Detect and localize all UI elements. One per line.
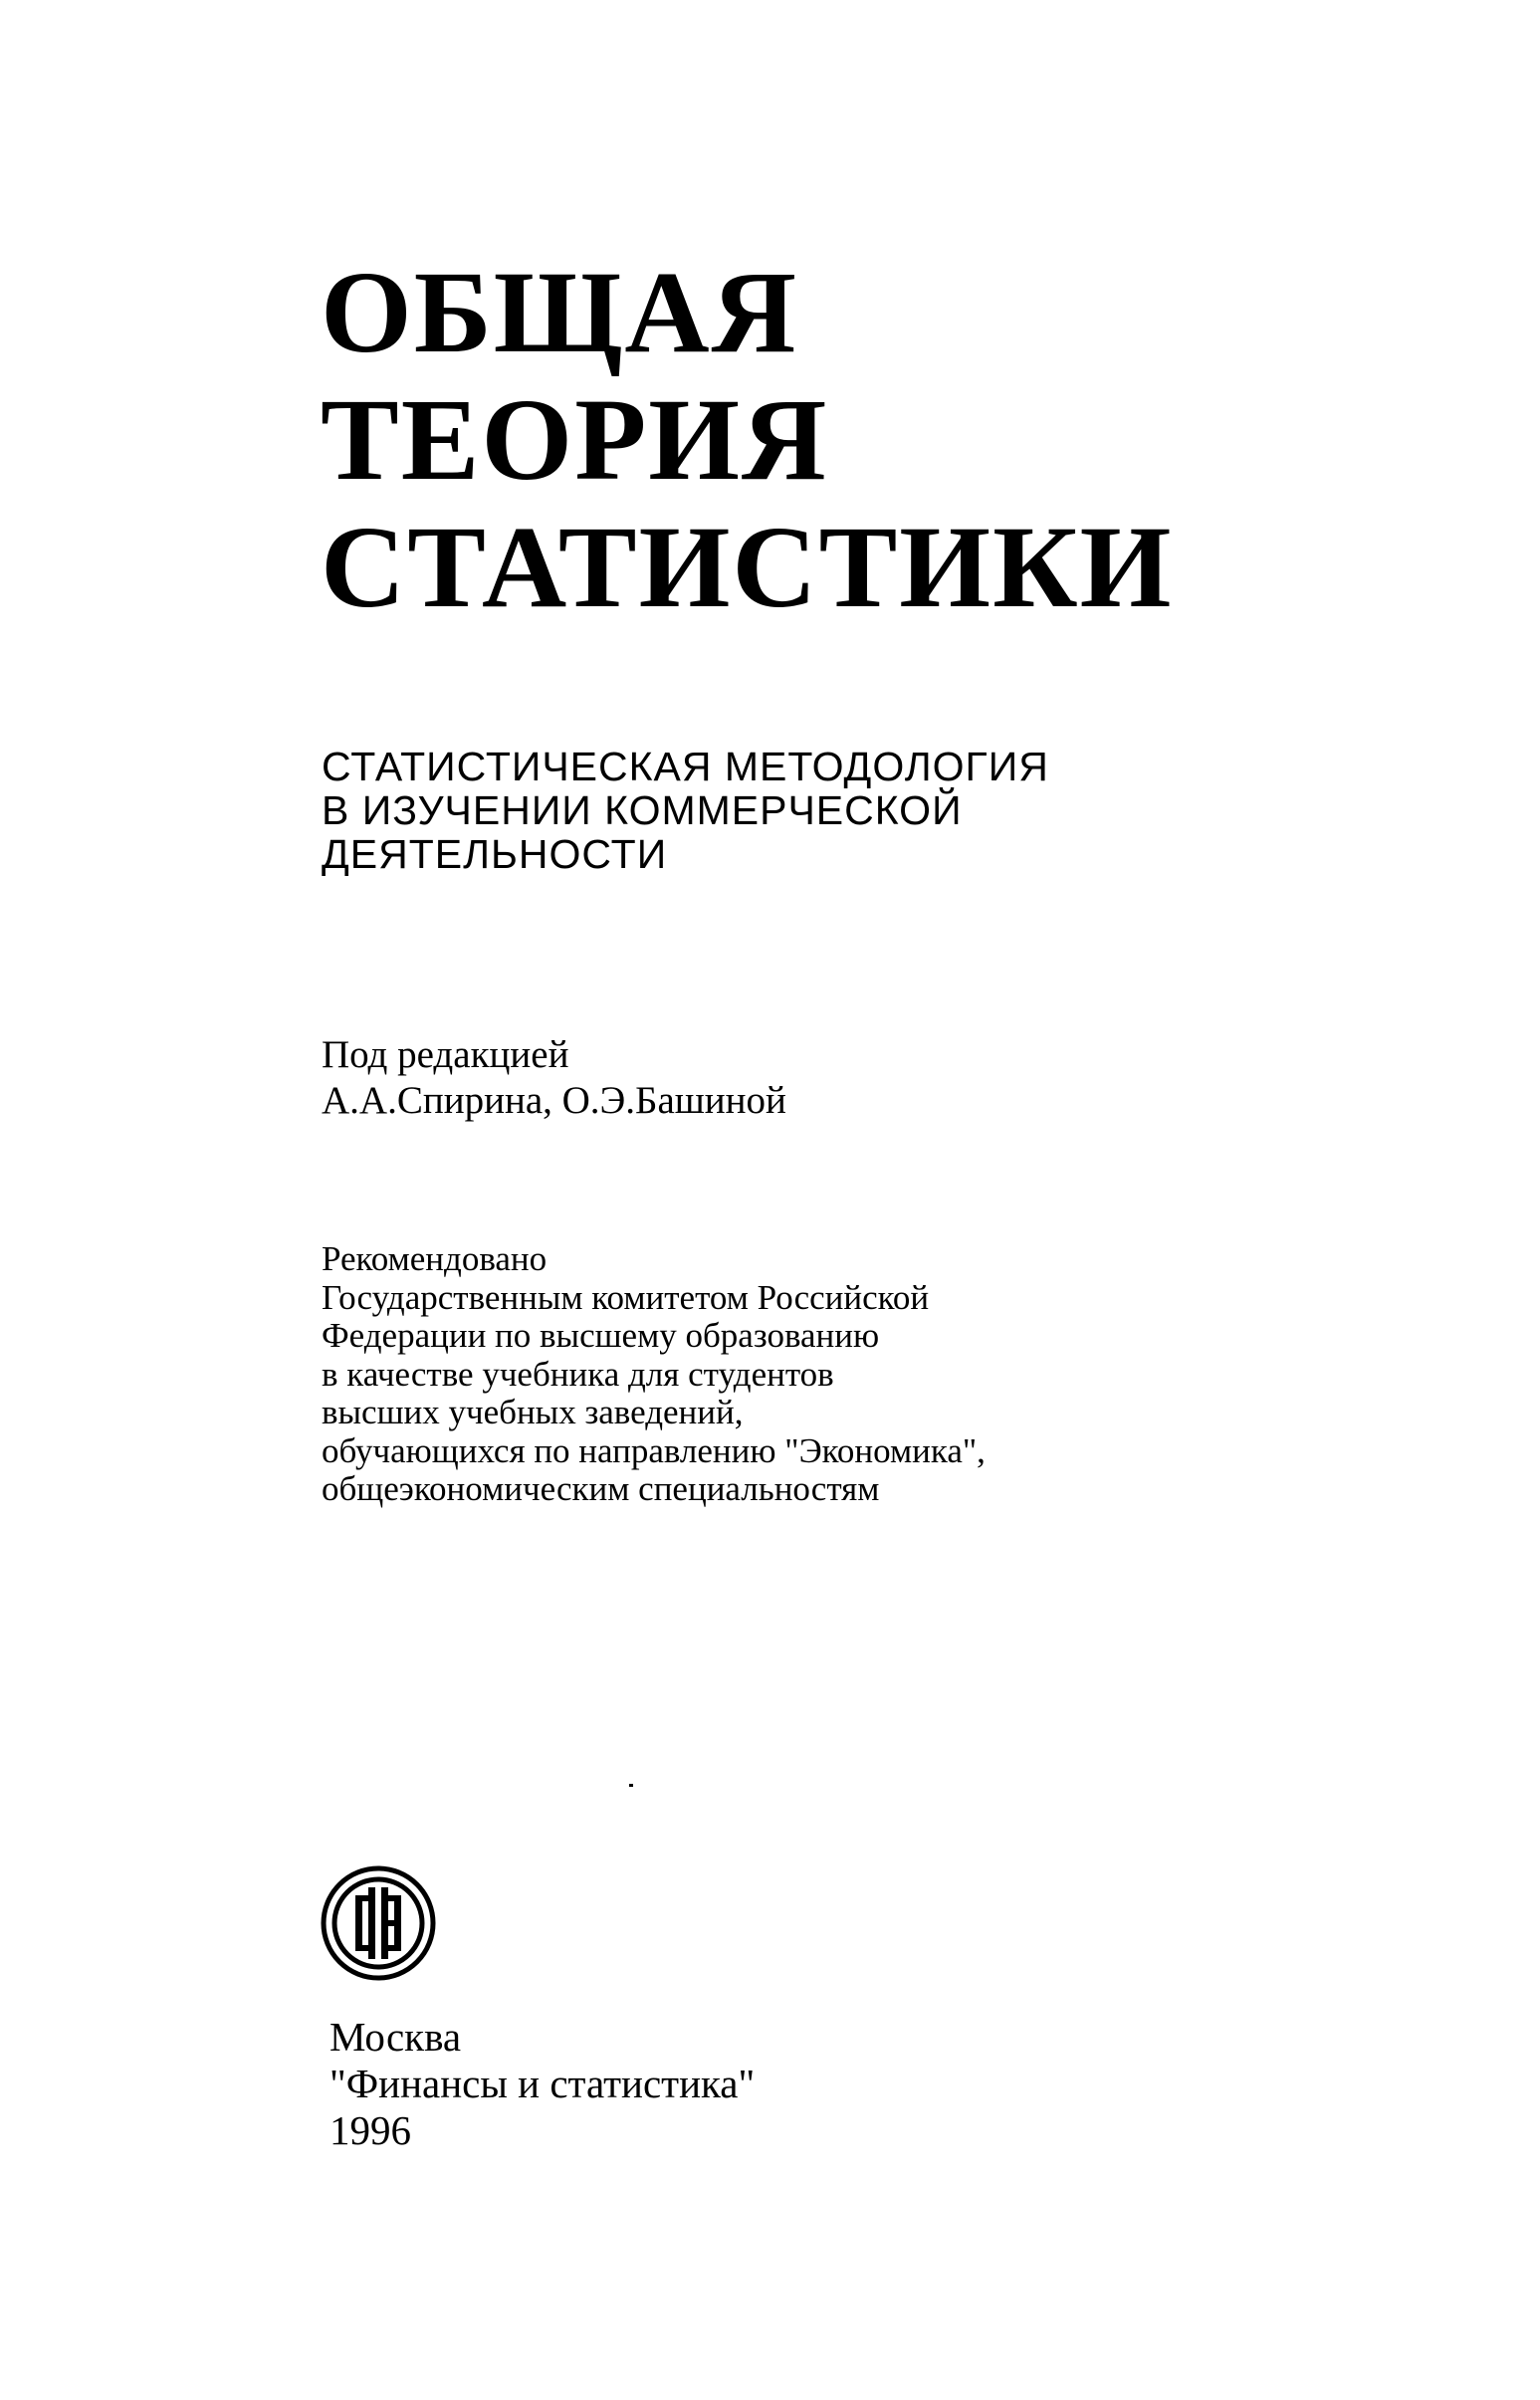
subtitle-line-1: СТАТИСТИЧЕСКАЯ МЕТОДОЛОГИЯ bbox=[322, 744, 1049, 789]
recommendation-line-3: Федерации по высшему образованию bbox=[322, 1316, 880, 1355]
recommendation-line-6: обучающихся по направлению "Экономика", bbox=[322, 1430, 986, 1470]
title-line-2: ТЕОРИЯ bbox=[321, 374, 829, 505]
imprint bbox=[330, 2014, 755, 2154]
recommendation-text bbox=[322, 1240, 986, 1509]
publisher-logo-icon bbox=[319, 1863, 438, 1983]
recommendation-line-5: высших учебных заведений, bbox=[322, 1393, 744, 1431]
editors-names: А.А.Спирина, О.Э.Башиной bbox=[322, 1079, 786, 1122]
book-subtitle bbox=[322, 745, 1049, 876]
subtitle-line-3: ДЕЯТЕЛЬНОСТИ bbox=[322, 831, 668, 877]
recommendation-line-4: в качестве учебника для студентов bbox=[322, 1354, 834, 1394]
title-line-3: СТАТИСТИКИ bbox=[321, 502, 1174, 632]
recommendation-line-2: Государственным комитетом Российской bbox=[322, 1277, 930, 1317]
subtitle-line-2: В ИЗУЧЕНИИ КОММЕРЧЕСКОЙ bbox=[322, 787, 963, 833]
book-title bbox=[321, 249, 1173, 631]
imprint-city: Москва bbox=[330, 2014, 462, 2060]
imprint-publisher: "Финансы и статистика" bbox=[330, 2061, 756, 2106]
imprint-year: 1996 bbox=[330, 2107, 411, 2153]
editors bbox=[322, 1032, 786, 1124]
recommendation-line-7: общеэкономическим специальностям bbox=[322, 1469, 880, 1508]
title-line-1: ОБЩАЯ bbox=[321, 247, 798, 377]
editors-label: Под редакцией bbox=[322, 1033, 569, 1076]
recommendation-line-1: Рекомендовано bbox=[322, 1239, 548, 1278]
print-speck bbox=[629, 1784, 633, 1787]
